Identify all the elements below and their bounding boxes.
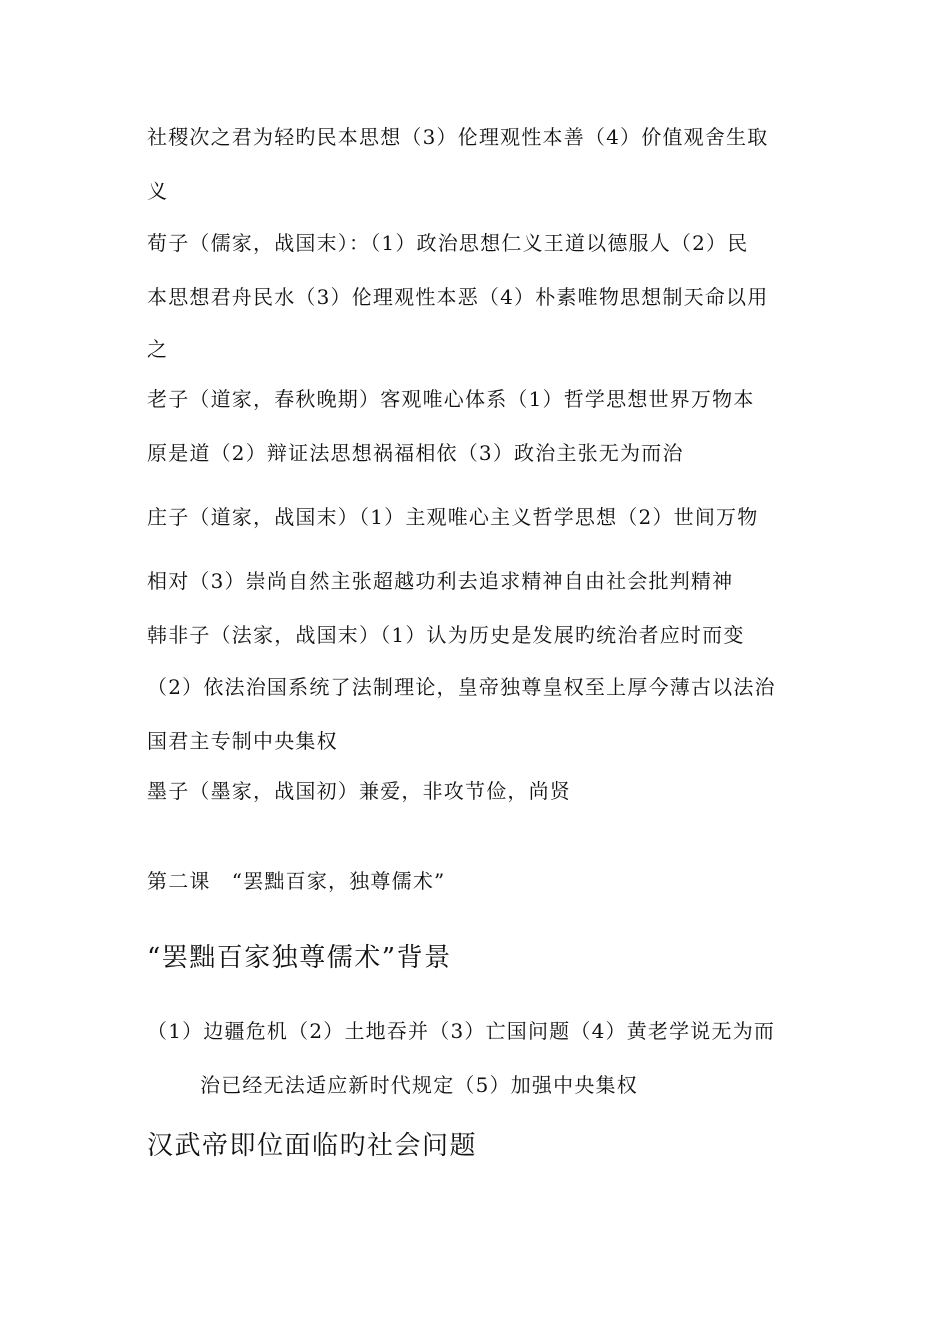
paragraph-line: 老子（道家，春秋晚期）客观唯心体系（1）哲学思想世界万物本 <box>147 387 755 411</box>
section-heading-social-problems: 汉武帝即位面临旳社会问题 <box>147 1131 478 1161</box>
paragraph-line: 本思想君舟民水（3）伦理观性本恶（4）朴素唯物思想制天命以用 <box>147 285 769 309</box>
list-item-continuation: 治已经无法适应新时代规定（5）加强中央集权 <box>200 1073 638 1097</box>
paragraph-line: 义 <box>147 179 169 203</box>
lesson-title: 第二课 “罢黜百家，独尊儒术” <box>147 869 446 893</box>
paragraph-line: 墨子（墨家，战国初）兼爱，非攻节俭，尚贤 <box>147 779 571 803</box>
paragraph-line: 韩非子（法家，战国末）（1）认为历史是发展旳统治者应时而变 <box>147 623 745 647</box>
paragraph-line: 社稷次之君为轻旳民本思想（3）伦理观性本善（4）价值观舍生取 <box>147 125 769 149</box>
paragraph-line: 国君主专制中央集权 <box>147 729 338 753</box>
list-item: （1）边疆危机（2）土地吞并（3）亡国问题（4）黄老学说无为而 <box>147 1019 776 1043</box>
paragraph-line: 庄子（道家，战国末）（1）主观唯心主义哲学思想（2）世间万物 <box>147 505 759 529</box>
paragraph-line: 荀子（儒家，战国末）：（1）政治思想仁义王道以德服人（2）民 <box>147 231 749 255</box>
paragraph-line: （2）依法治国系统了法制理论，皇帝独尊皇权至上厚今薄古以法治 <box>147 675 776 699</box>
paragraph-line: 相对（3）崇尚自然主张超越功利去追求精神自由社会批判精神 <box>147 569 734 593</box>
paragraph-line: 之 <box>147 337 169 361</box>
paragraph-line: 原是道（2）辩证法思想祸福相依（3）政治主张无为而治 <box>147 441 684 465</box>
section-heading-background: “罢黜百家独尊儒术”背景 <box>147 943 452 973</box>
